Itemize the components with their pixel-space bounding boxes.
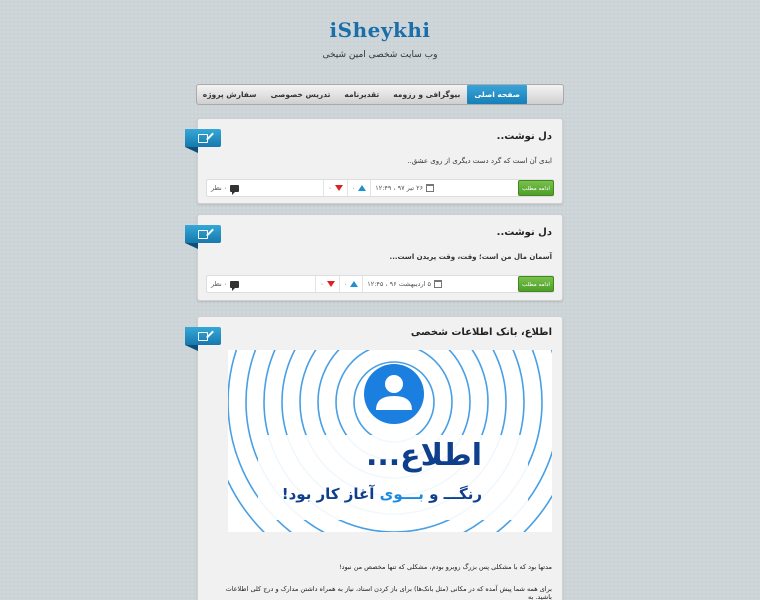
post-card: [197, 214, 563, 301]
post-date: [362, 276, 446, 292]
post-meta-bar: [206, 179, 554, 197]
nav-item-private-tutoring[interactable]: تدریس خصوصی: [270, 90, 331, 99]
post-body-line: مدتها بود که با مشکلی پس بزرگ روبرو بودم، مشکلی که تنها مخصص من نبود!: [338, 563, 552, 571]
post-date-text: ۵ اردیبهشت ۹۶ ، ۱۲:۴۵: [367, 280, 432, 288]
thumbs-up-icon[interactable]: [358, 185, 366, 191]
comment-link[interactable]: [207, 276, 243, 292]
nav-item-biography[interactable]: بیوگرافی و رزومه: [393, 90, 461, 99]
edit-icon: [198, 230, 208, 239]
post-date-text: ۲۶ تیر ۹۷ ، ۱۲:۴۹: [375, 184, 424, 192]
site-header: [0, 18, 760, 60]
banner-tagline: [282, 485, 482, 503]
site-title[interactable]: iSheykhi: [329, 18, 431, 42]
nav-item-project-order[interactable]: سفارش پروژه: [202, 90, 257, 99]
post-card: [197, 316, 563, 600]
post-title[interactable]: دل نوشت..: [496, 227, 552, 238]
dislike-count: ۰: [320, 280, 324, 288]
like-count: ۰: [343, 280, 348, 288]
post-banner-image: [228, 350, 552, 532]
banner-tagline-part: و: [429, 485, 439, 503]
edit-icon: [198, 332, 208, 341]
thumbs-up-icon[interactable]: [350, 281, 358, 287]
banner-tagline-part: بـــوی: [379, 485, 424, 503]
post-date: [370, 180, 438, 196]
like-control[interactable]: [339, 276, 363, 292]
post-ribbon: [185, 225, 221, 243]
calendar-icon: [426, 184, 434, 192]
post-title[interactable]: دل نوشت..: [496, 131, 552, 142]
nav-item-home[interactable]: صفحه اصلی: [467, 85, 527, 104]
post-meta-bar: [206, 275, 554, 293]
main-nav: [196, 84, 564, 105]
edit-icon: [198, 134, 208, 143]
comment-icon: [230, 281, 239, 288]
post-body-line: برای همه شما پیش آمده که در مکانی (مثل بانک‌ها) برای باز کردن اسناد، نیاز به همراه داشتن مدارک و درج کلی اطلاعات باشید. به: [225, 585, 552, 600]
banner-tagline-part: رنگـــ: [443, 485, 482, 503]
post-ribbon: [185, 327, 221, 345]
dislike-count: ۰: [328, 184, 332, 192]
post-excerpt: ابدی آن است که گرد دست دیگری از روی عشق..: [407, 157, 552, 165]
site-subtitle: وب سایت شخصی امین شیخی: [322, 50, 438, 60]
read-more-button[interactable]: ادامه مطلب: [518, 180, 554, 196]
nav-item-appreciation[interactable]: تقدیرنامه: [344, 90, 380, 99]
read-more-button[interactable]: ادامه مطلب: [518, 276, 554, 292]
comment-count: ۰ نظر: [211, 280, 228, 288]
thumbs-down-icon[interactable]: [327, 281, 335, 287]
post-card: [197, 118, 563, 204]
calendar-icon: [434, 280, 442, 288]
dislike-control[interactable]: [323, 180, 347, 196]
like-count: ۰: [351, 184, 356, 192]
banner-tagline-part: آغاز کار بود!: [281, 485, 375, 503]
thumbs-down-icon[interactable]: [335, 185, 343, 191]
like-control[interactable]: [347, 180, 371, 196]
comment-icon: [230, 185, 239, 192]
banner-headline: اطلاع...: [365, 438, 482, 473]
comment-link[interactable]: [207, 180, 243, 196]
comment-count: ۰ نظر: [211, 184, 228, 192]
post-title[interactable]: اطلاع، بانک اطلاعات شخصی: [410, 327, 552, 338]
post-ribbon: [185, 129, 221, 147]
dislike-control[interactable]: [315, 276, 339, 292]
post-excerpt: آسمان مال من است؛ وقت، وقت پریدن است...: [389, 253, 552, 261]
